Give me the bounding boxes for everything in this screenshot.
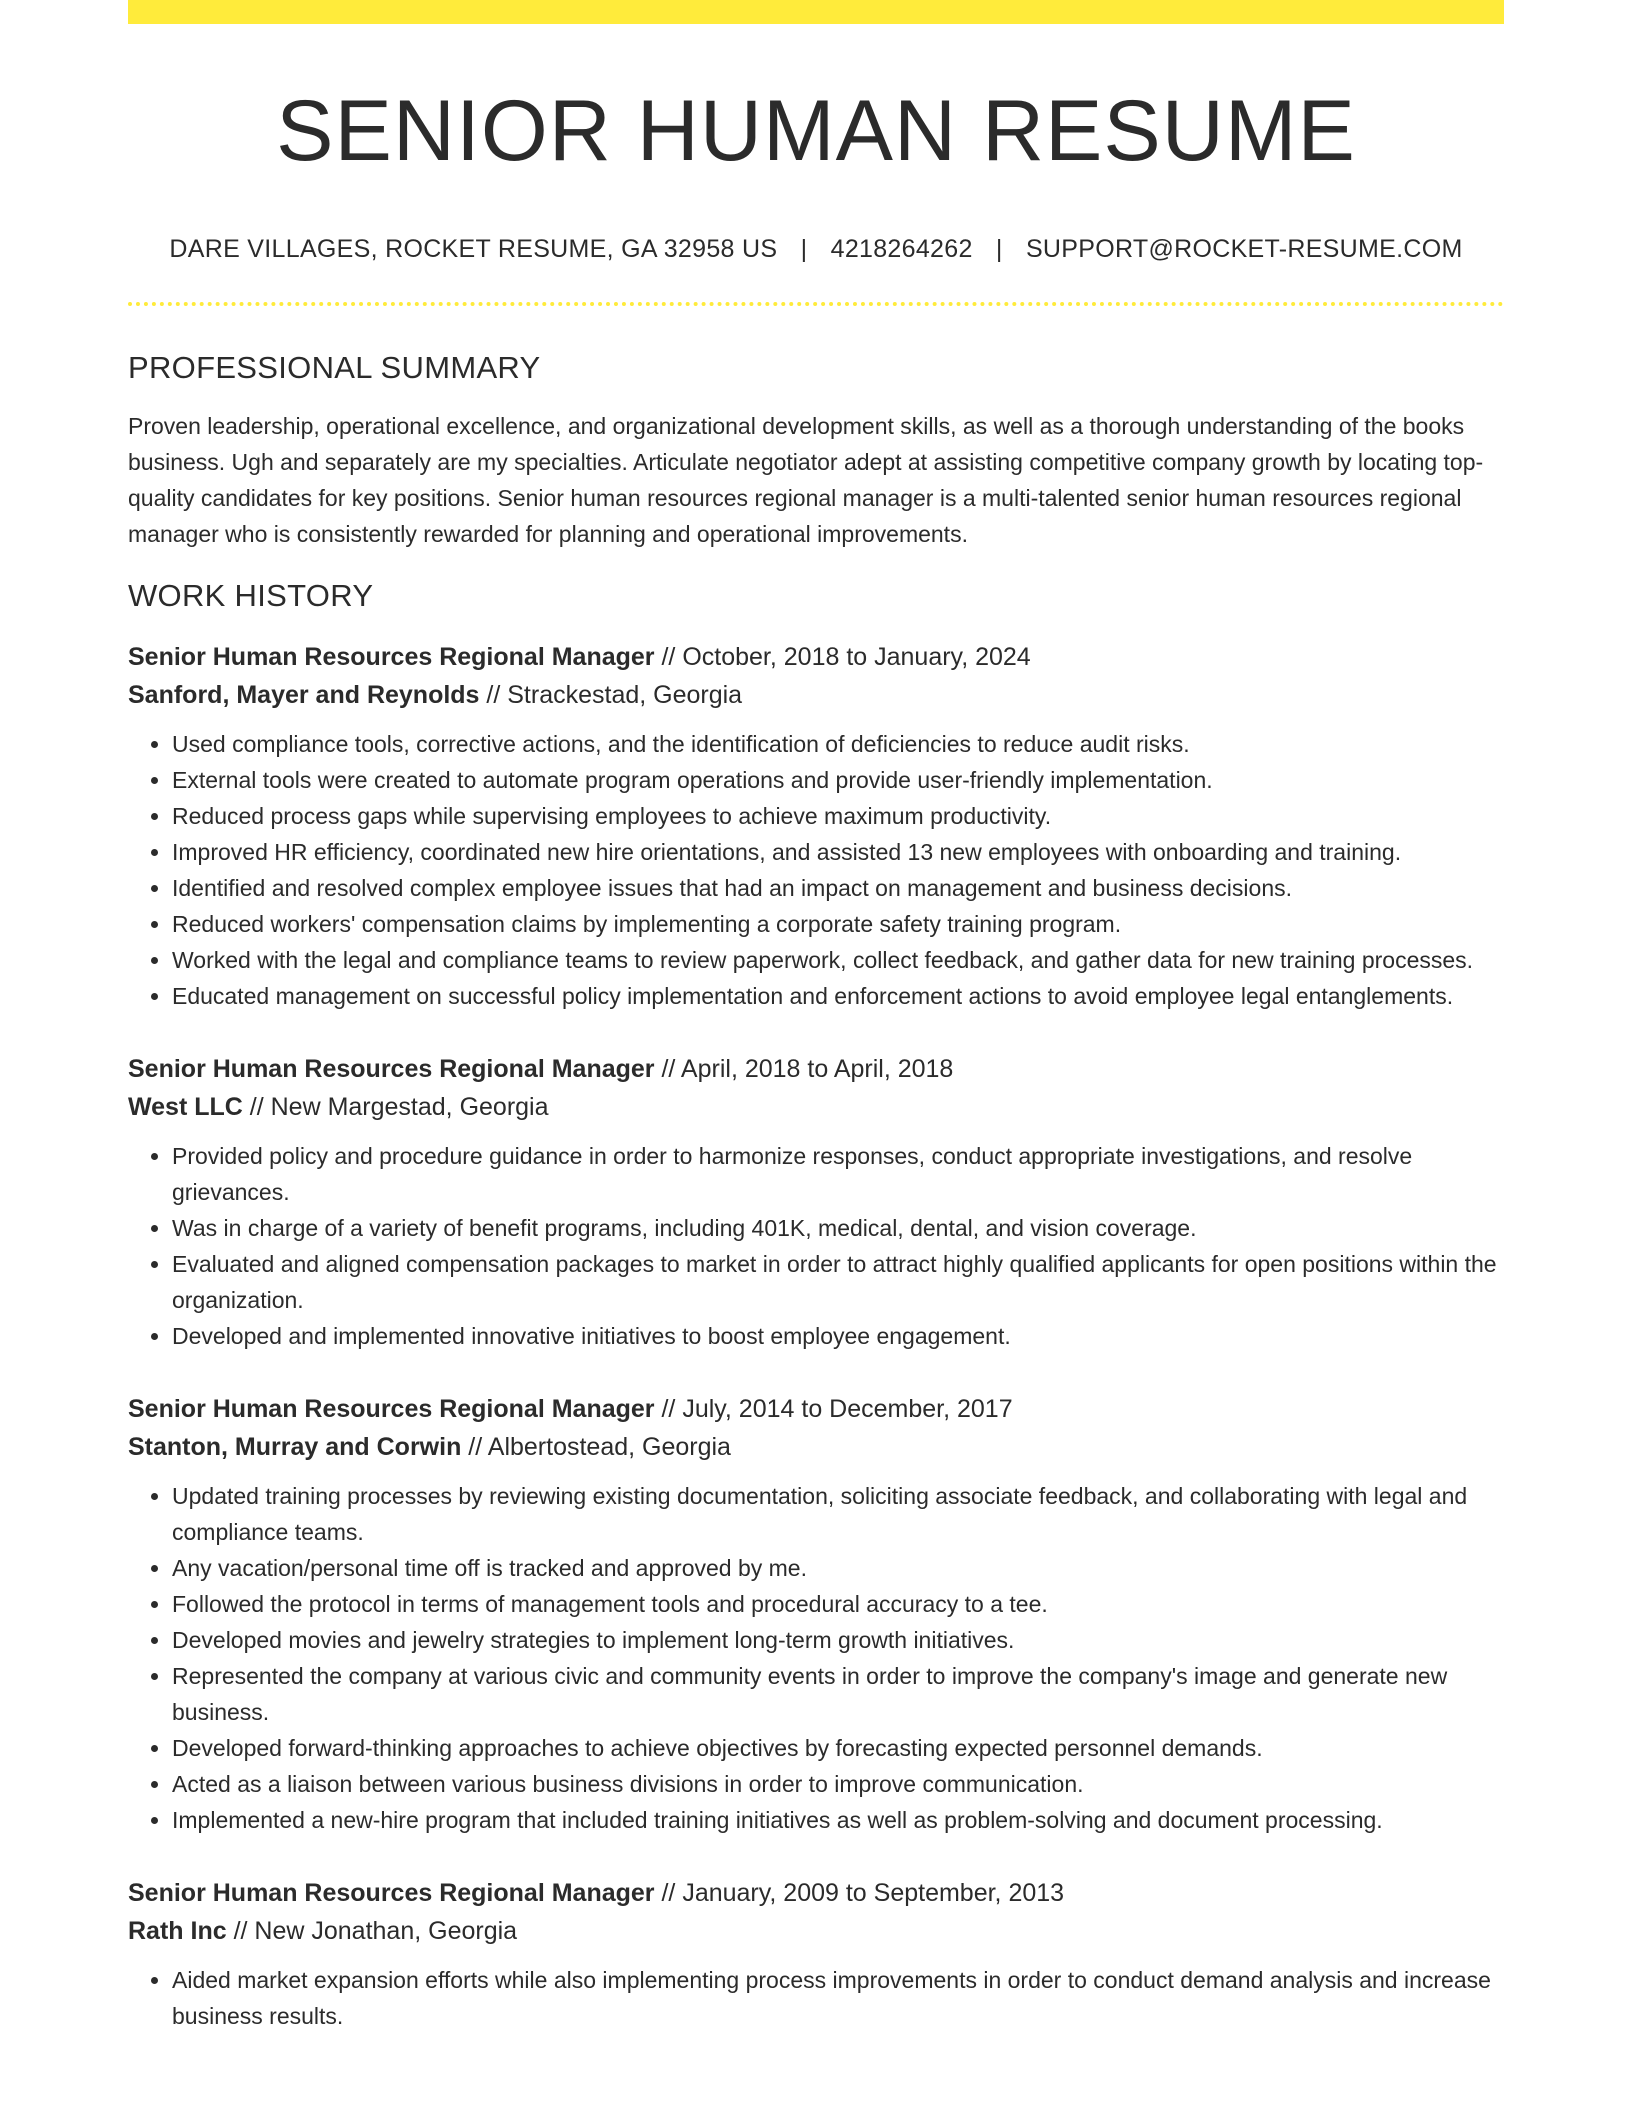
job-bullets (128, 1962, 1504, 2034)
job-bullet: • Reduced workers' compensation claims by implementing a corporate safety training program. (172, 906, 1504, 942)
job-bullet: • Followed the protocol in terms of management tools and procedural accuracy to a tee. (172, 1586, 1504, 1622)
job-bullet: • Improved HR efficiency, coordinated new hire orientations, and assisted 13 new employees with onboarding and training. (172, 834, 1504, 870)
job-bullet: • Developed movies and jewelry strategies to implement long-term growth initiatives. (172, 1622, 1504, 1658)
job-bullets (128, 1478, 1504, 1838)
job-bullet: • Aided market expansion efforts while also implementing process improvements in order to conduct demand analysis and increase business results. (172, 1962, 1504, 2034)
job-location: // Albertostead, Georgia (461, 1432, 731, 1461)
job-company: Sanford, Mayer and Reynolds (128, 680, 480, 709)
job-bullet: • Developed and implemented innovative initiatives to boost employee engagement. (172, 1318, 1504, 1354)
dotted-divider (128, 302, 1504, 306)
job-bullets (128, 726, 1504, 1014)
work-history-list (128, 638, 1504, 2034)
contact-separator: | (800, 234, 808, 263)
contact-phone: 4218264262 (830, 234, 973, 263)
job-bullet: • Acted as a liaison between various business divisions in order to improve communication. (172, 1766, 1504, 1802)
job-dates: // October, 2018 to January, 2024 (654, 642, 1031, 671)
job-dates: // January, 2009 to September, 2013 (654, 1878, 1065, 1907)
job-bullet: • Provided policy and procedure guidance in order to harmonize responses, conduct appropriate investigations, and resolve grievances. (172, 1138, 1504, 1210)
job-company: West LLC (128, 1092, 243, 1121)
job-title-line (128, 1874, 1504, 1912)
job-bullet: • Identified and resolved complex employee issues that had an impact on management and business decisions. (172, 870, 1504, 906)
job-company: Stanton, Murray and Corwin (128, 1432, 462, 1461)
summary-text: Proven leadership, operational excellence, and organizational development skills, as well as a thorough understanding of the books business. Ugh and separately are my specialties. Articulate negotiator adept at assisting competitive company growth by locating top-quality candidates for key positions. Senior human resources regional manager is a multi-talented senior human resources regional manager who is consistently rewarded for planning and operational improvements. (128, 412, 1484, 547)
job-bullet: • Represented the company at various civic and community events in order to improve the company's image and generate new business. (172, 1658, 1504, 1730)
contact-line (128, 235, 1504, 264)
job-title: Senior Human Resources Regional Manager (128, 642, 655, 671)
job-bullet: • Developed forward-thinking approaches to achieve objectives by forecasting expected personnel demands. (172, 1730, 1504, 1766)
top-accent-bar (128, 0, 1504, 24)
job-company-line (128, 1912, 1504, 1950)
resume-page (128, 0, 1504, 2034)
job-location: // New Jonathan, Georgia (226, 1916, 518, 1945)
job-company-line (128, 1088, 1504, 1126)
contact-address: DARE VILLAGES, ROCKET RESUME, GA 32958 US (169, 234, 778, 263)
summary-heading: PROFESSIONAL SUMMARY (128, 349, 541, 385)
job-title-line (128, 638, 1504, 676)
job-entry (128, 638, 1504, 1014)
job-title: Senior Human Resources Regional Manager (128, 1394, 655, 1423)
job-location: // Strackestad, Georgia (479, 680, 743, 709)
job-bullet: • Implemented a new-hire program that included training initiatives as well as problem-solving and document processing. (172, 1802, 1504, 1838)
job-location: // New Margestad, Georgia (242, 1092, 549, 1121)
job-dates: // July, 2014 to December, 2017 (654, 1394, 1013, 1423)
job-bullet: • Used compliance tools, corrective actions, and the identification of deficiencies to reduce audit risks. (172, 726, 1504, 762)
job-company-line (128, 1428, 1504, 1466)
job-bullet: • Was in charge of a variety of benefit programs, including 401K, medical, dental, and vision coverage. (172, 1210, 1504, 1246)
work-history-heading: WORK HISTORY (128, 577, 374, 613)
job-bullets (128, 1138, 1504, 1354)
job-entry (128, 1874, 1504, 2034)
job-bullet: • Educated management on successful policy implementation and enforcement actions to avoid employee legal entanglements. (172, 978, 1504, 1014)
job-title-line (128, 1050, 1504, 1088)
job-bullet: • Worked with the legal and compliance teams to review paperwork, collect feedback, and gather data for new training processes. (172, 942, 1504, 978)
job-title: Senior Human Resources Regional Manager (128, 1054, 655, 1083)
job-company-line (128, 676, 1504, 714)
job-bullet: • Reduced process gaps while supervising employees to achieve maximum productivity. (172, 798, 1504, 834)
job-company: Rath Inc (128, 1916, 227, 1945)
job-bullet: • External tools were created to automate program operations and provide user-friendly implementation. (172, 762, 1504, 798)
job-bullet: • Any vacation/personal time off is tracked and approved by me. (172, 1550, 1504, 1586)
resume-name: SENIOR HUMAN RESUME (276, 83, 1356, 179)
job-bullet: • Updated training processes by reviewing existing documentation, soliciting associate feedback, and collaborating with legal and compliance teams. (172, 1478, 1504, 1550)
job-title-line (128, 1390, 1504, 1428)
contact-separator: | (995, 234, 1003, 263)
job-entry (128, 1390, 1504, 1838)
job-title: Senior Human Resources Regional Manager (128, 1878, 655, 1907)
job-entry (128, 1050, 1504, 1354)
job-dates: // April, 2018 to April, 2018 (654, 1054, 954, 1083)
job-bullet: • Evaluated and aligned compensation packages to market in order to attract highly qualified applicants for open positions within the organization. (172, 1246, 1504, 1318)
contact-email: SUPPORT@ROCKET-RESUME.COM (1025, 234, 1463, 263)
